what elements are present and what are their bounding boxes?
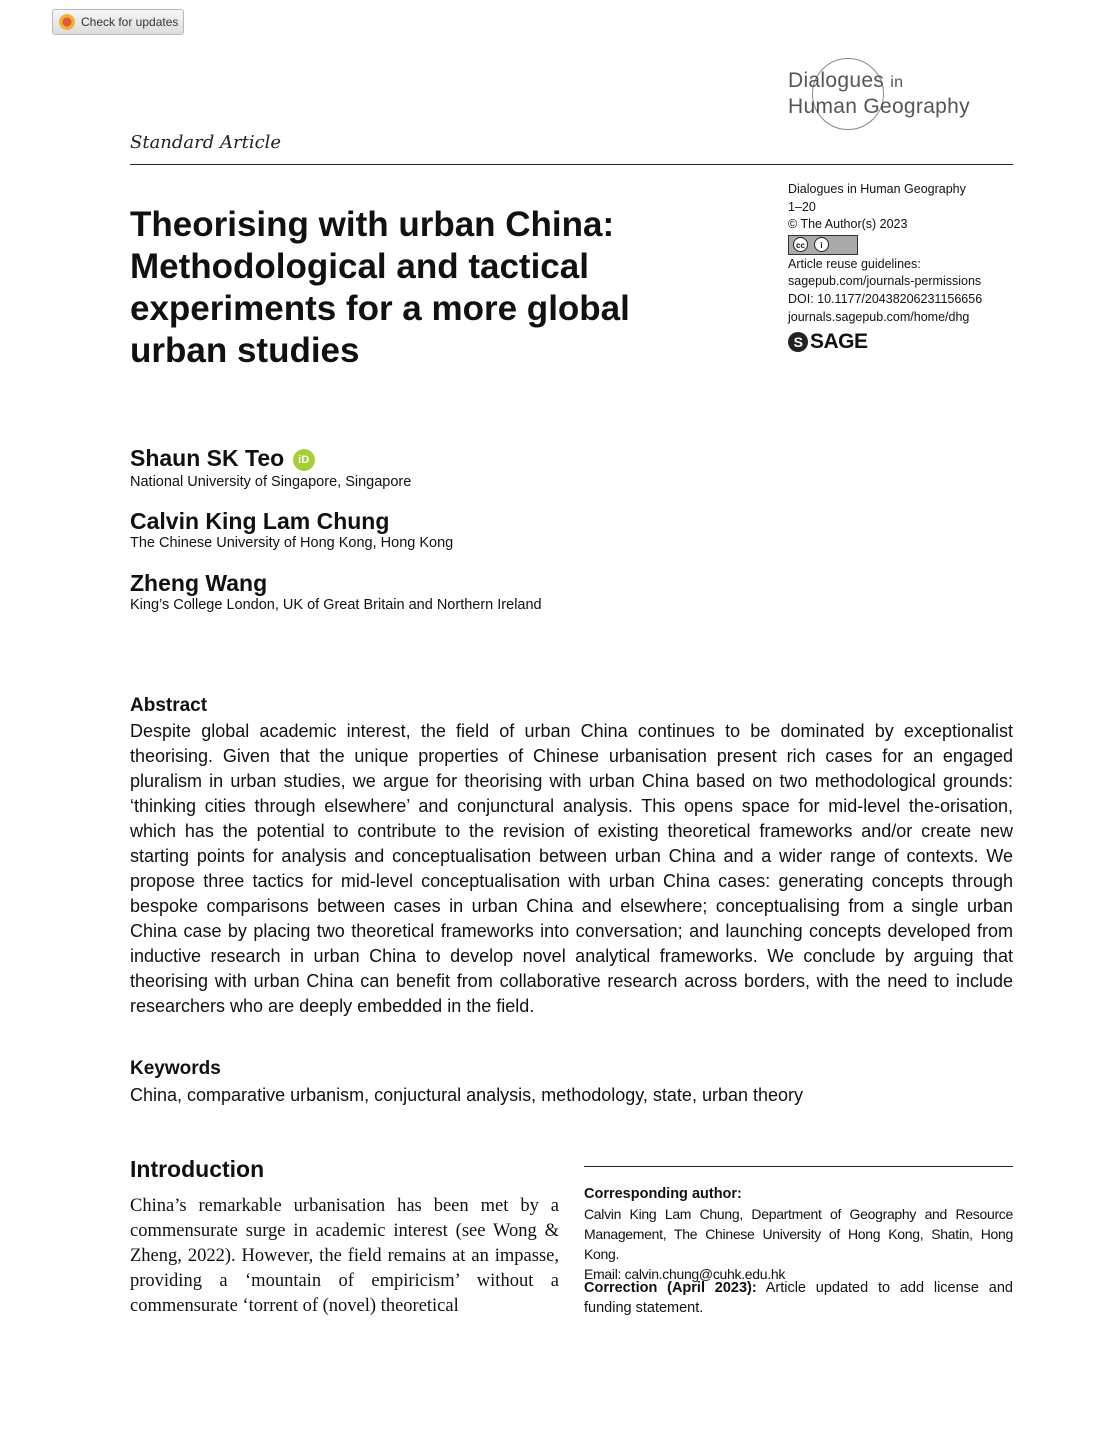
keywords-heading: Keywords [130, 1058, 221, 1079]
sage-s-icon: S [788, 332, 808, 352]
author-block-2 [130, 508, 453, 551]
author-affiliation: King’s College London, UK of Great Britain and Northern Ireland [130, 597, 542, 613]
meta-doi[interactable]: DOI: 10.1177/20438206231156656 [788, 291, 983, 306]
corresponding-heading: Corresponding author: [584, 1186, 742, 1202]
meta-pages: 1–20 [788, 199, 816, 214]
abstract-heading: Abstract [130, 695, 208, 716]
article-title: Theorising with urban China: Methodological and tactical experiments for a more global urban studies [130, 205, 630, 370]
logo-word-dialogues: Dialogues [788, 69, 885, 92]
orcid-icon[interactable]: iD [293, 449, 315, 471]
introduction-text: China’s remarkable urbanisation has been met by a commensurate surge in academic interest (see Wong & Zheng, 2022). However, the field remains at an impasse, providing a ‘mountain of empiricism’ without a commensurate ‘torrent of (novel) theoretical [130, 1196, 559, 1316]
cc-by-license-icon[interactable] [788, 235, 858, 255]
footnote-divider [584, 1166, 1013, 1167]
meta-reuse-label: Article reuse guidelines: [788, 256, 921, 271]
author-affiliation: National University of Singapore, Singapore [130, 474, 412, 490]
meta-journal-link[interactable]: journals.sagepub.com/home/dhg [788, 309, 970, 324]
sage-logo [788, 332, 1018, 352]
corresponding-email[interactable]: Email: calvin.chung@cuhk.edu.hk [584, 1266, 786, 1282]
logo-word-in: in [890, 74, 904, 91]
by-icon: i [814, 237, 829, 252]
correction-label: Correction (April 2023): [584, 1280, 757, 1296]
check-for-updates-button[interactable] [52, 9, 184, 35]
author-affiliation: The Chinese University of Hong Kong, Hong Kong [130, 535, 454, 551]
logo-word-human-geography: Human Geography [788, 95, 970, 118]
crossmark-icon [59, 14, 75, 30]
cc-icon: cc [793, 237, 808, 252]
journal-logo [788, 58, 1008, 158]
introduction-heading: Introduction [130, 1156, 265, 1182]
author-block-3 [130, 570, 542, 613]
author-name: Zheng Wang [130, 570, 268, 596]
author-name: Shaun SK Teo [130, 445, 285, 471]
sage-wordmark: SAGE [810, 330, 868, 354]
meta-journal: Dialogues in Human Geography [788, 182, 966, 196]
correction-note [584, 1278, 1013, 1318]
meta-copyright: © The Author(s) 2023 [788, 217, 908, 232]
author-name: Calvin King Lam Chung [130, 508, 390, 534]
meta-reuse-link[interactable]: sagepub.com/journals-permissions [788, 274, 982, 289]
check-for-updates-label: Check for updates [81, 15, 179, 29]
correction-text: Article updated to add license and funding statement. [584, 1280, 1013, 1316]
abstract-text: Despite global academic interest, the field of urban China continues to be dominated by exceptionalist theorising. Given that the unique properties of Chinese urbanisation present rich cases for an engaged pluralism in urban studies, we argue for theorising with urban China based on two methodological grounds: ‘thinking cities through elsewhere’ and conjunctural analysis. This opens space for mid-level the-orisation, which has the potential to contribute to the revision of existing theoretical frameworks and/or create new starting points for analysis and conceptualisation between urban China and a wider range of contexts. We propose three tactics for mid-level conceptualisation with urban China cases: generating concepts through bespoke comparisons between cases in urban China and elsewhere; conceptualising from a single urban China case by placing two theoretical frameworks into conversation; and launching concepts developed from inductive research in urban China to develop novel analytical frameworks. We conclude by arguing that theorising with urban China can benefit from collaborative research across borders, with the need to include researchers who are deeply embedded in the field. [130, 721, 1013, 1016]
corresponding-author [584, 1184, 1013, 1284]
keywords-text: China, comparative urbanism, conjuctural analysis, methodology, state, urban theory [130, 1085, 804, 1105]
article-type: Standard Article [130, 132, 282, 153]
corresponding-text: Calvin King Lam Chung, Department of Geography and Resource Management, The Chinese University of Hong Kong, Shatin, Hong Kong. [584, 1206, 1013, 1262]
article-meta [788, 181, 1018, 352]
header-divider [130, 164, 1013, 165]
author-block-1 [130, 445, 411, 490]
